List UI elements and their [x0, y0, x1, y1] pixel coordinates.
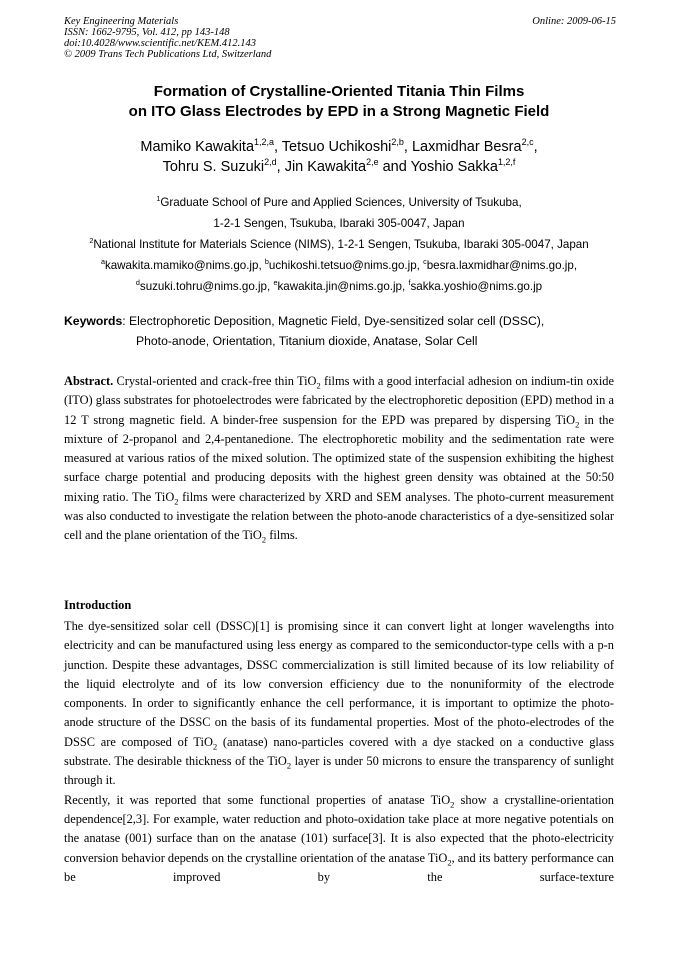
author-name: Tetsuo Uchikoshi	[281, 139, 392, 155]
email-address[interactable]: kawakita.mamiko@nims.go.jp	[104, 259, 259, 272]
abstract-paragraph	[64, 372, 614, 546]
intro-text: layer is under 50 microns to ensure the transparency of sunlight through it.	[64, 754, 614, 788]
author-affiliation-mark: 1,2,f	[497, 157, 516, 168]
email-mark: e	[273, 278, 278, 288]
email-separator: ,	[258, 259, 265, 272]
affiliation-mark: 2	[89, 236, 94, 246]
intro-text: , and its battery performance can be improved by the surface-texture	[64, 850, 614, 884]
email-address[interactable]: uchikoshi.tetsuo@nims.go.jp	[268, 259, 417, 272]
email-mark: b	[264, 257, 269, 267]
author-name: Mamiko Kawakita	[140, 139, 255, 155]
email-mark: d	[135, 278, 140, 288]
title-line-1: Formation of Crystalline-Oriented Titania Thin Films	[153, 83, 525, 100]
intro-paragraph-1	[64, 617, 614, 791]
author-separator: and	[378, 159, 411, 175]
author-name: Yoshio Sakka	[410, 159, 498, 175]
author-line-1	[40, 137, 638, 157]
email-mark: f	[408, 278, 411, 288]
author-separator: ,	[276, 159, 285, 175]
affiliation-text: National Institute for Materials Science (NIMS), 1-2-1 Sengen, Tsukuba, Ibaraki 305-0047, Japan	[93, 238, 589, 251]
email-address[interactable]: sakka.yoshio@nims.go.jp	[410, 280, 543, 293]
author-affiliation-mark: 1,2,a	[254, 137, 274, 148]
issn-line: ISSN: 1662-9795, Vol. 412, pp 143-148	[64, 27, 230, 38]
intro-paragraph-2	[64, 791, 614, 887]
title-line-2: on ITO Glass Electrodes by EPD in a Strong Magnetic Field	[128, 103, 550, 120]
intro-text: (anatase) nano-particles covered with a dye stacked on a conductive glass substrate. The desirable thickness of the TiO	[64, 734, 615, 769]
affiliation-text: Graduate School of Pure and Applied Sciences, University of Tsukuba,	[160, 196, 522, 209]
subscript: 2	[212, 741, 218, 752]
author-affiliation-mark: 2,d	[264, 157, 277, 168]
subscript: 2	[575, 419, 580, 430]
abstract-label: Abstract.	[64, 374, 114, 388]
online-date: Online: 2009-06-15	[532, 16, 616, 27]
journal-name: Key Engineering Materials	[64, 16, 179, 27]
paper-title	[40, 82, 638, 122]
email-separator: ,	[573, 259, 578, 272]
email-separator: ,	[267, 280, 274, 293]
author-affiliation-mark: 2,b	[391, 137, 404, 148]
section-heading-introduction: Introduction	[64, 598, 132, 612]
keywords-text: : Electrophoretic Deposition, Magnetic Field, Dye-sensitized solar cell (DSSC),	[122, 314, 545, 328]
subscript: 2	[316, 380, 321, 391]
keywords-line-2: Photo-anode, Orientation, Titanium dioxide, Anatase, Solar Cell	[136, 334, 478, 348]
keywords-label: Keywords	[64, 314, 123, 328]
author-name: Laxmidhar Besra	[411, 139, 522, 155]
doi-line: doi:10.4028/www.scientific.net/KEM.412.143	[64, 38, 256, 49]
author-affiliation-mark: 2,e	[366, 157, 379, 168]
author-line-2	[40, 157, 638, 177]
affiliation-1-address: 1-2-1 Sengen, Tsukuba, Ibaraki 305-0047, Japan	[213, 217, 465, 230]
abstract-text: films were characterized by XRD and SEM analyses. The photo-current measurement was also conducted to investigate the relation between the photo-anode characteristics of a dye-sensitized solar cell and the plane orientation of the TiO	[64, 489, 614, 543]
copyright-line: © 2009 Trans Tech Publications Ltd, Switzerland	[64, 49, 272, 60]
subscript: 2	[261, 534, 267, 545]
affiliation-mark: 1	[156, 194, 161, 204]
introduction-body	[64, 617, 614, 887]
affiliation-1	[30, 192, 648, 213]
affiliation-2	[30, 234, 648, 255]
abstract-text: films with a good interfacial adhesion on indium-tin oxide (ITO) glass substrates for photoelectrodes were fabricated by the electrophoretic deposition (EPD) method in a 12 T strong magnetic field. A binder-free suspension for the EPD was prepared by dispersing TiO	[64, 374, 615, 427]
email-separator: ,	[416, 259, 424, 272]
email-line-2	[30, 276, 648, 297]
author-separator: ,	[403, 139, 412, 155]
publication-header	[64, 16, 616, 60]
keywords-line-1	[64, 311, 624, 331]
subscript: 2	[286, 760, 292, 771]
email-mark: c	[423, 257, 427, 267]
author-separator: ,	[533, 139, 538, 155]
intro-text: The dye-sensitized solar cell (DSSC)[1] is promising since it can convert light at longer wavelengths into electricity and can be manufactured using less energy as compared to the semiconductor-type cells with a p-n junction. Despite these advantages, DSSC commercialization is still limited because of its low reliability of the liquid electrolyte and of its low conversion efficiency due to the nonuniformity of the electrode components. In order to significantly enhance the cell performance, it is important to optimize the photo-anode structure of the DSSC on the basis of its fundamental properties. Most of the photo-electrodes of the DSSC are composed of TiO	[64, 619, 614, 749]
abstract-text: films.	[266, 528, 298, 543]
subscript: 2	[447, 857, 452, 868]
intro-text: Recently, it was reported that some functional properties of anatase TiO	[64, 792, 451, 807]
author-affiliation-mark: 2,c	[521, 137, 534, 148]
email-address[interactable]: besra.laxmidhar@nims.go.jp	[426, 259, 574, 272]
email-address[interactable]: kawakita.jin@nims.go.jp	[277, 280, 403, 293]
email-mark: a	[100, 257, 105, 267]
email-address[interactable]: suzuki.tohru@nims.go.jp	[139, 280, 268, 293]
author-separator: ,	[274, 139, 282, 155]
intro-text: show a crystalline-orientation dependence[2,3]. For example, water reduction and photo-oxidation take place at more negative potentials on the anatase (001) surface than on the anatase (101) surface[3]. It is also expected that the photo-electricity conversion behavior depends on the crystalline orientation of the anatase TiO	[64, 792, 614, 865]
abstract-text: Crystal-oriented and crack-free thin TiO	[113, 374, 317, 388]
email-line-1	[30, 255, 648, 276]
author-name: Jin Kawakita	[284, 159, 367, 175]
subscript: 2	[450, 799, 455, 810]
abstract	[64, 372, 614, 546]
affiliations	[30, 192, 648, 297]
author-name: Tohru S. Suzuki	[162, 159, 265, 175]
author-list	[40, 137, 638, 177]
subscript: 2	[174, 496, 179, 507]
email-separator: ,	[402, 280, 409, 293]
keywords-section	[64, 311, 624, 351]
abstract-text: in the mixture of 2-propanol and 2,4-pentanedione. The electrophoretic mobility and the sedimentation rate were measured at various ratios of the mixed solution. The optimized state of the suspension exhibiting the highest surface charge potential and producing deposits with the highest green density was obtained at the 50:50 mixing ratio. The TiO	[64, 412, 614, 504]
